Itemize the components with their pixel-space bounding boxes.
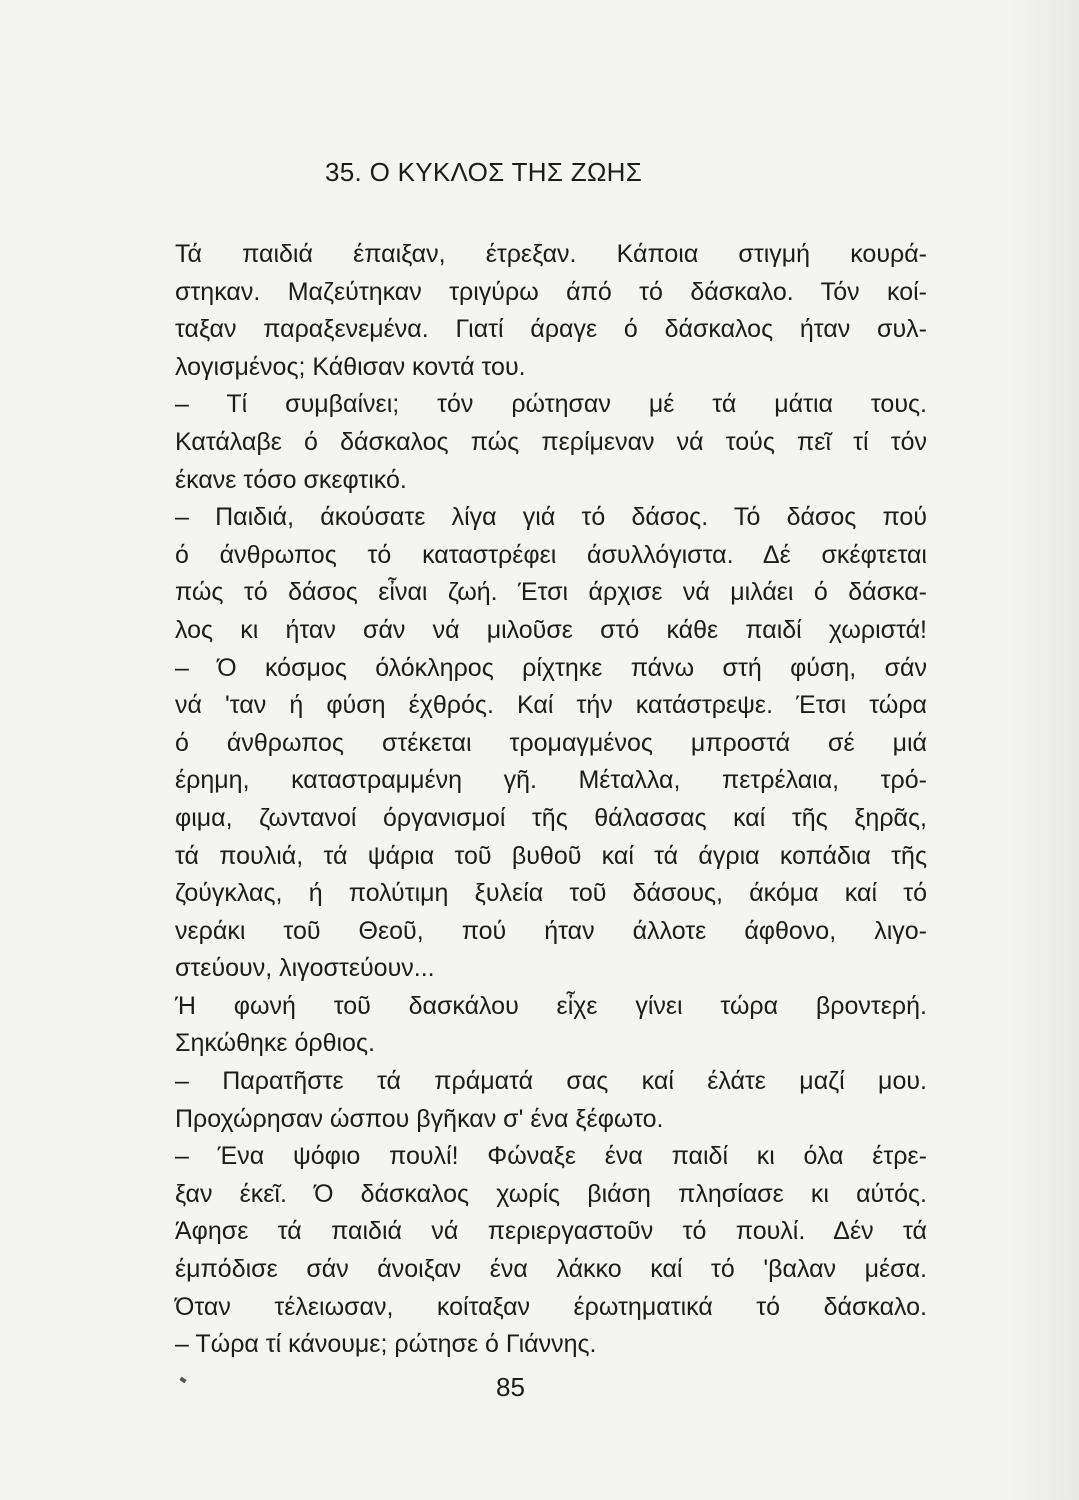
text-line: – Παρατῆστε τά πράματά σας καί έλάτε μαζί μου. [175,1067,927,1096]
text-line: ταξαν παραξενεμένα. Γιατί άραγε ό δάσκαλος ήταν συλ- [175,315,927,344]
text-line: λογισμένος; Κάθισαν κοντά του. [175,352,526,381]
text-line: ό άνθρωπος στέκεται τρομαγμένος μπροστά σέ μιά [175,728,927,757]
page-edge-shadow [1009,0,1079,1500]
text-line: ζούγκλας, ή πολύτιμη ξυλεία τοῦ δάσους, άκόμα καί τό [175,879,927,908]
text-line: φιμα, ζωντανοί όργανισμοί τῆς θάλασσας καί τῆς ξηρᾶς, [175,803,927,832]
text-line: Άφησε τά παιδιά νά περιεργαστοῦν τό πουλί. Δέν τά [175,1217,927,1246]
chapter-body [175,236,927,1364]
text-line: λος κι ήταν σάν νά μιλοῦσε στό κάθε παιδί χωριστά! [175,615,927,644]
text-line: νά 'ταν ή φύση έχθρός. Καί τήν κατάστρεψε. Έτσι τώρα [175,691,927,720]
text-line: Τά παιδιά έπαιξαν, έτρεξαν. Κάποια στιγμή κουρά- [175,240,927,268]
text-line: – Παιδιά, άκούσατε λίγα γιά τό δάσος. Τό δάσος πού [175,503,927,532]
text-line: – Τώρα τί κάνουμε; ρώτησε ό Γιάννης. [175,1330,597,1359]
text-line: στηκαν. Μαζεύτηκαν τριγύρω άπό τό δάσκαλο. Τόν κοί- [175,277,927,306]
text-line: Όταν τέλειωσαν, κοίταξαν έρωτηματικά τό δάσκαλο. [175,1292,927,1321]
chapter-title: 35. Ο ΚΥΚΛΟΣ ΤΗΣ ΖΩΗΣ [325,157,643,187]
text-line: – Τί συμβαίνει; τόν ρώτησαν μέ τά μάτια τους. [175,390,927,419]
text-line: ό άνθρωπος τό καταστρέφει άσυλλόγιστα. Δέ σκέφτεται [175,540,927,569]
text-line: πώς τό δάσος εἶναι ζωή. Έτσι άρχισε νά μιλάει ό δάσκα- [175,578,927,607]
text-line: Σηκώθηκε όρθιος. [175,1029,375,1058]
text-line: ξαν έκεῖ. Ό δάσκαλος χωρίς βιάση πλησίασε κι αύτός. [175,1179,927,1208]
text-line: στεύουν, λιγοστεύουν... [175,954,435,983]
text-line: Προχώρησαν ώσπου βγῆκαν σ' ένα ξέφωτο. [175,1104,664,1133]
text-line: Κατάλαβε ό δάσκαλος πώς περίμεναν νά τούς πεῖ τί τόν [175,427,927,456]
text-line: έμπόδισε σάν άνοιξαν ένα λάκκο καί τό 'βαλαν μέσα. [175,1255,927,1284]
page-number: 85 [496,1372,525,1402]
scan-speck [179,1377,186,1384]
text-line: – Ένα ψόφιο πουλί! Φώναξε ένα παιδί κι όλα έτρε- [175,1142,927,1171]
text-line: – Ό κόσμος όλόκληρος ρίχτηκε πάνω στή φύση, σάν [175,653,927,682]
text-line: έκανε τόσο σκεφτικό. [175,465,407,494]
text-line: Ή φωνή τοῦ δασκάλου εἶχε γίνει τώρα βροντερή. [175,991,927,1020]
text-line: νεράκι τοῦ Θεοῦ, πού ήταν άλλοτε άφθονο, λιγο- [175,916,927,945]
text-line: τά πουλιά, τά ψάρια τοῦ βυθοῦ καί τά άγρια κοπάδια τῆς [175,841,927,870]
text-line: έρημη, καταστραμμένη γῆ. Μέταλλα, πετρέλαια, τρό- [175,766,927,795]
